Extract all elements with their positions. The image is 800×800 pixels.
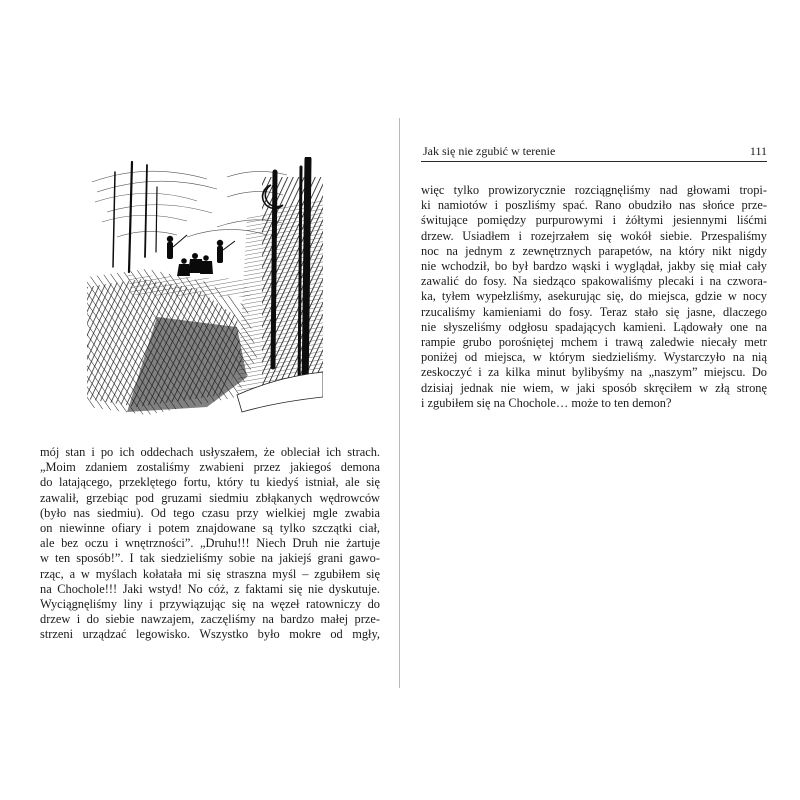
- text-line: zawalić do fosy. Na siedząco spakowaliśmy plecaki i na czwora-: [421, 274, 767, 289]
- text-line: mój stan i po ich oddechach usłyszałem, że obleciał ich strach.: [40, 445, 380, 459]
- text-line: drzew. Usiadłem i rozejrzałem się wokół siebie. Przespaliśmy: [421, 228, 767, 243]
- text-line: zeskoczyć i za kilka minut bylibyśmy na „naszym” miejscu. Do: [421, 365, 767, 380]
- page-number: 111: [749, 144, 767, 158]
- page-gutter: [399, 118, 400, 688]
- text-line: (było nas siedmiu). Od tego czasu przy wielkiej mgle zwabia: [40, 505, 380, 520]
- text-line: ki namiotów i poszliśmy spać. Rano obudziło nas słońce prze-: [421, 198, 767, 213]
- left-body-text: [40, 445, 380, 643]
- text-line: nie słyszeliśmy odgłosu spadających kamieni. Lądowały one na: [421, 319, 767, 334]
- text-line: dzisiaj jednak nie wiem, w jaki sposób skręciłem w złą stronę: [421, 380, 767, 395]
- text-line: rzucaliśmy kamieniami do fosy. Teraz stało się jasne, dlaczego: [421, 304, 767, 319]
- text-line: do latającego, przeklętego fortu, który tu kiedyś istniał, ale się: [40, 475, 380, 490]
- right-body-text: [421, 183, 767, 411]
- text-line: poniżej od miejsca, w którym siedzieliśmy. Wystarczyło na nią: [421, 350, 767, 365]
- text-line-last: i zgubiłem się na Chochole… może to ten demon?: [421, 395, 672, 410]
- ink-illustration-night-forest-fort-travellers-moon: [87, 157, 323, 422]
- text-line: drzew i do siebie nawzajem, zaczęliśmy na bardzo małej prze-: [40, 612, 380, 627]
- text-line: więc tylko prowizorycznie rozciągnęliśmy nad głowami tropi-: [421, 183, 767, 197]
- header-rule: [421, 161, 767, 162]
- text-line: rząc, a w myślach kołatała mi się straszna myśl – zgubiłem się: [40, 566, 380, 581]
- night-forest-illustration: [87, 157, 323, 422]
- text-line: „Moim zdaniem zostaliśmy zwabieni przez jakiegoś demona: [40, 460, 380, 475]
- text-line: ale bez oczu i wnętrzności”. „Druhu!!! Niech Druh nie żartuje: [40, 536, 380, 551]
- running-title: Jak się nie zgubić w terenie: [423, 144, 556, 158]
- text-line: strzeni urządzać legowisko. Wszystko było mokre od mgły,: [40, 627, 380, 642]
- running-header: [421, 143, 767, 159]
- text-line: zawalił, grzebiąc pod gruzami siedmiu zbłąkanych wędrowców: [40, 490, 380, 505]
- text-line: na Chochole!!! Jaki wstyd! No cóż, z faktami się nie dyskutuje.: [40, 581, 380, 596]
- text-line: rampie grubo porośniętej mchem i trawą zaledwie niecały metr: [421, 335, 767, 350]
- text-line: noc na jednym z zewnętrznych parapetów, na który nikt nigdy: [421, 243, 767, 258]
- text-line: ka, tyłem wypełzliśmy, asekurując się, do miejsca, gdzie w nocy: [421, 289, 767, 304]
- text-line: Wyciągnęliśmy liny i przywiązując się na węzeł ratowniczy do: [40, 597, 380, 612]
- text-line: nie wchodził, bo był bardzo wąski i wyglądał, jakby się miał cały: [421, 259, 767, 274]
- text-line: świtujące pomiędzy purpurowymi i żółtymi jesiennymi liśćmi: [421, 213, 767, 228]
- text-line: on niewinne ofiary i potem znajdowane są tylko szczątki ciał,: [40, 521, 380, 536]
- text-line: w ten sposób!”. I tak siedzieliśmy sobie na jakiejś grani gawo-: [40, 551, 380, 566]
